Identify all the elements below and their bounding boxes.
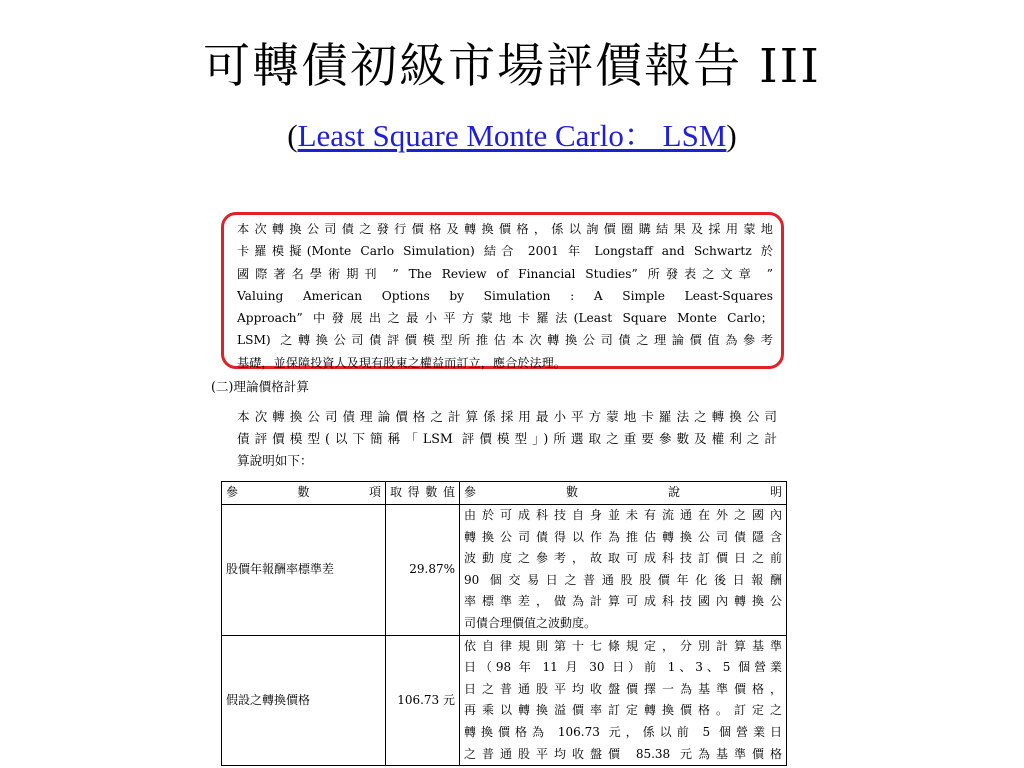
param-value-cell: 29.87% [386, 505, 460, 636]
description-line: 再乘以轉換溢價率訂定轉換價格。訂定之 [464, 703, 782, 718]
paragraph-line: 本次轉換公司債理論價格之計算係採用最小平方蒙地卡羅法之轉換公司 [237, 409, 777, 424]
param-name-cell: 股價年報酬率標準差 [222, 505, 386, 636]
description-line: 轉換公司債得以作為推估轉換公司債隱含 [464, 529, 782, 544]
subtitle-open-paren: ( [287, 118, 298, 153]
table-row [222, 505, 787, 636]
description-line: 日（98 年 11 月 30 日）前 1、3、5 個營業 [464, 660, 782, 675]
paragraph-line: Approach” 中發展出之最小平方蒙地卡羅法(Least Square Monte Carlo； [237, 311, 773, 326]
paragraph-line: Valuing American Options by Simulation : A Simple Least-Squares [237, 288, 773, 303]
parameter-table [221, 481, 787, 766]
paragraph-line: LSM) 之轉換公司債評價模型所推估本次轉換公司債之理論價值為參考 [237, 333, 773, 348]
description-line: 波動度之參考，故取可成科技訂價日之前 [464, 551, 782, 566]
paragraph-line: 基礎，並保障投資人及現有股東之權益而訂立，應合於法理。 [237, 355, 567, 370]
section-heading: (二)理論價格計算 [211, 379, 309, 394]
slide-subtitle [0, 116, 1024, 156]
description-line: 日之普通股平均收盤價擇一為基準價格， [464, 681, 782, 696]
calculation-paragraph [237, 406, 777, 472]
column-header: 參數項 [222, 482, 386, 505]
param-value-cell: 106.73 元 [386, 635, 460, 766]
column-header: 參數說明 [460, 482, 787, 505]
paragraph-line: 債評價模型(以下簡稱「LSM 評價模型」)所選取之重要參數及權利之計 [237, 431, 777, 446]
lsm-link[interactable]: Least Square Monte Carlo： LSM [297, 118, 727, 153]
description-line: 由於可成科技自身並未有流通在外之國內 [464, 508, 782, 522]
param-description-cell [460, 635, 787, 766]
description-line: 依自律規則第十七條規定，分別計算基準 [464, 638, 782, 653]
paragraph-line: 國際著名學術期刊 ” The Review of Financial Studies” 所發表之文章 ” [237, 266, 773, 281]
document-excerpt [205, 208, 795, 761]
subtitle-close-paren: ) [726, 118, 737, 153]
param-description-cell [460, 505, 787, 636]
description-line: 之普通股平均收盤價 85.38 元為基準價格 [464, 746, 782, 761]
column-header: 取得數值 [386, 482, 460, 505]
param-name-cell: 假設之轉換價格 [222, 635, 386, 766]
description-line: 90 個交易日之普通股股價年化後日報酬 [464, 572, 782, 587]
highlighted-paragraph [237, 218, 773, 374]
paragraph-line: 本次轉換公司債之發行價格及轉換價格，係以詢價圈購結果及採用蒙地 [237, 222, 773, 236]
description-line: 轉換價格為 106.73 元，係以前 5 個營業日 [464, 724, 782, 739]
description-line: 率標準差，做為計算可成科技國內轉換公 [464, 594, 782, 609]
paragraph-line: 卡羅模擬(Monte Carlo Simulation) 結合 2001 年 Longstaff and Schwartz 於 [237, 244, 773, 259]
table-row [222, 635, 787, 766]
description-line: 司債合理價值之波動度。 [464, 615, 597, 630]
table-header-row [222, 482, 787, 505]
paragraph-line: 算說明如下： [237, 453, 313, 468]
slide-title: 可轉債初級市場評價報告 III [203, 39, 821, 94]
